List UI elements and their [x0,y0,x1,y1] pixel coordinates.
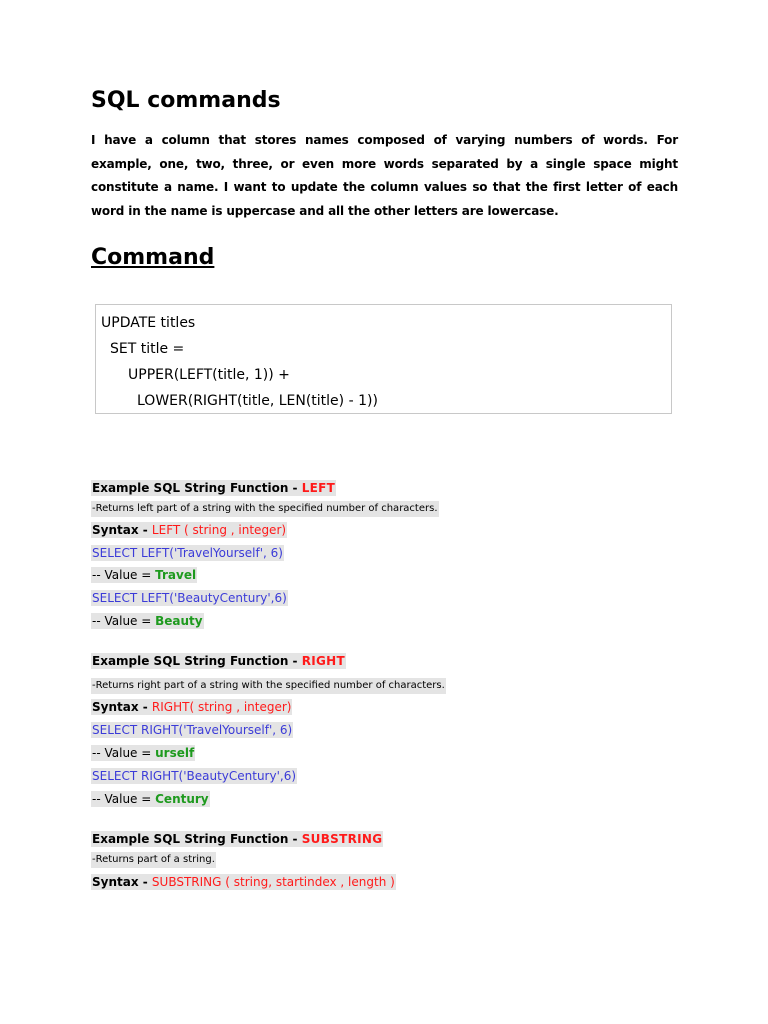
code-line: SET title = [110,341,185,357]
section-description: -Returns part of a string. [91,852,216,868]
syntax-text: RIGHT( string , integer) [151,700,292,714]
section-description: -Returns right part of a string with the specified number of characters. [91,678,446,694]
code-line: UPDATE titles [101,315,196,331]
value-result: Beauty [155,614,203,628]
section-heading-right: Example SQL String Function - RIGHT [92,654,346,668]
value-result: Travel [155,568,197,582]
page-title: SQL commands [91,88,281,113]
command-heading: Command [91,245,215,270]
section-heading-left: Example SQL String Function - LEFT [92,481,336,495]
syntax-text: SUBSTRING ( string, startindex , length ) [151,875,395,889]
syntax-line: Syntax - RIGHT( string , integer) [92,700,292,714]
example-query: SELECT LEFT('BeautyCentury',6) [92,591,287,605]
syntax-line: Syntax - SUBSTRING ( string, startindex , length ) [92,875,395,889]
syntax-text: LEFT ( string , integer) [151,523,287,537]
section-description: -Returns left part of a string with the specified number of characters. [91,501,439,517]
example-query: SELECT RIGHT('TravelYourself', 6) [92,723,293,737]
syntax-line: Syntax - LEFT ( string , integer) [92,523,287,537]
function-name: SUBSTRING [301,832,383,846]
function-name: LEFT [301,481,336,495]
value-result: Century [155,792,209,806]
example-query: SELECT RIGHT('BeautyCentury',6) [92,769,297,783]
example-value: -- Value = Century [92,792,209,806]
code-line: UPPER(LEFT(title, 1)) + [128,367,290,383]
example-value: -- Value = Travel [92,568,197,582]
value-result: urself [155,746,195,760]
example-query: SELECT LEFT('TravelYourself', 6) [92,546,283,560]
section-heading-substring: Example SQL String Function - SUBSTRING [92,832,383,846]
code-block [95,304,672,414]
function-name: RIGHT [301,654,346,668]
example-value: -- Value = urself [92,746,195,760]
example-value: -- Value = Beauty [92,614,203,628]
code-line: LOWER(RIGHT(title, LEN(title) - 1)) [137,393,378,409]
intro-paragraph: I have a column that stores names composed of varying numbers of words. For example, one, two, three, or even more words separated by a single space might constitute a name. I want to update the column values so that the first letter of each word in the name is uppercase and all the other letters are lowercase. [91,133,678,219]
